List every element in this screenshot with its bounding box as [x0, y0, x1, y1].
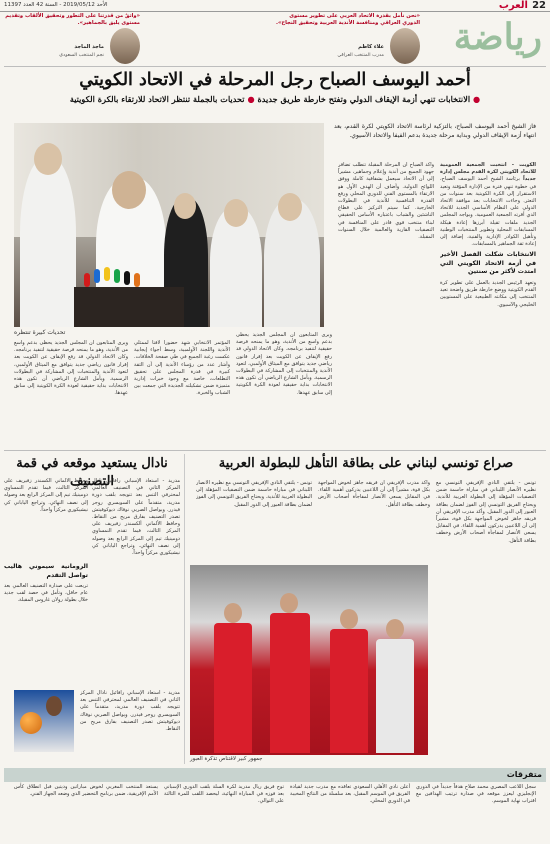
tennis-column-1 [92, 478, 180, 688]
lead-photo [14, 123, 324, 327]
tennis-photo [14, 690, 74, 752]
story-headline-tennis: نادال يستعيد موقعه في قمة التصنيف [16, 456, 168, 489]
column-body: وتعهد الرئيس الجديد بالعمل على تطوير كرة القدم الكويتية ووضع خارطة طريق واضحة تعيد المنتخب إلى مكانته الطبيعية على المستويين الخليجي والآسيوي. [440, 279, 536, 308]
column-body: تربعت على صدارة التصنيف العالمي بعد عام حافل، وتأمل في حصد لقب جديد خلال بطولة رولان غاروس المقبلة. [4, 583, 88, 604]
page-number: 22 [532, 0, 546, 11]
column-body: تونس - يلتقي النادي الإفريقي التونسي مع نظيره الأنصار اللبناني في مباراة حاسمة ضمن التصفيات المؤهلة إلى البطولة العربية للأندية. ويحتاج الفريق التونسي إلى الفوز لضمان بطاقة العبور إلى الدور المقبل. [436, 480, 536, 515]
dateline: الأحد 2019/05/12 - السنة 42 العدد 11397 [4, 2, 108, 8]
main-subheadline: ● الانتخابات تنهي أزمة الإيقاف الدولي وتفتح خارطة طريق جديدة ● تحديات بالجملة تنتظر الاتحاد للارتقاء بالكرة الكويتية [69, 94, 481, 104]
column-divider [184, 454, 185, 764]
divider [4, 450, 546, 451]
football-column-1 [436, 480, 536, 762]
section-title: رياضة [453, 16, 542, 58]
article-column-2 [338, 162, 434, 444]
tennis-column-2 [4, 478, 88, 558]
lead-intro: فاز الشيخ أحمد اليوسف الصباح، بالتزكية لرئاسة الاتحاد الكويتي لكرة القدم، بعد انتهاء أزمة الإيقاف الدولي وبداية مرحلة جديدة بدعم الفيفا والاتحاد الآسيوي. [334, 123, 536, 139]
teaser-quote-1 [270, 13, 420, 65]
football-column-3 [196, 480, 312, 560]
column-body: وأكد مدرب الإفريقي أن فريقه جاهز لخوض المواجهة بكل قوة، مشيراً إلى أن اللاعبين يدركون أهمية اللقاء. في المقابل يسعى الأنصار لمفاجأة أصحاب الأرض وخطف بطاقة التأهل. [318, 480, 430, 508]
column-body: تونس - يلتقي النادي الإفريقي التونسي مع نظيره الأنصار اللبناني في مباراة حاسمة ضمن التصفيات المؤهلة إلى البطولة العربية للأندية. ويحتاج الفريق التونسي إلى الفوز لضمان بطاقة العبور إلى الدور المقبل. [196, 480, 312, 508]
misc-section-bar [4, 768, 546, 782]
column-body: مدريد - استعاد الإسباني رافائيل نادال المركز الثاني في التصنيف العالمي لمحترفي التنس بعد تتويجه بلقب دورة مدريد، متقدماً على السويسري روجر فيدرر. ويواصل الصربي نوفاك ديوكوفيتش تصدر التصنيف بفارق مريح من النقاط. [80, 690, 180, 733]
divider [4, 66, 546, 67]
teaser-role: نجم المنتخب السعودي [59, 53, 104, 58]
article-column-3 [236, 332, 332, 444]
column-subheading: الرومانية سيموني هاليب تواصل التقدم [4, 563, 88, 579]
column-body: برئاسة الشيخ أحمد اليوسف الصباح، في خطوة تنهي فترة من الإدارة المؤقتة وتعيد الاستقرار إلى الكرة الكويتية بعد سنوات من التعثر. وجاءت الانتخابات بعد موافقة الاتحاد الدولي على النظام الأساسي الجديد للاتحاد الذي أقرته الجمعية العمومية. ويواجه المجلس الجديد ملفات ثقيلة أبرزها إعادة هيكلة المسابقات المحلية وتطوير المنتخبات الوطنية وتأهيل الكوادر الإدارية والفنية، إضافة إلى إعادة ثقة الجماهير بالمسابقات. [440, 176, 536, 248]
main-headline: أحمد اليوسف الصباح رجل المرحلة في الاتحاد الكويتي [79, 70, 471, 90]
column-body: وأكد الصباح أن المرحلة المقبلة تتطلب تضافر جهود الجميع من أندية وإعلام وجماهير، مشيراً إلى أن الاتحاد سيعمل بشفافية كاملة ووفق اللوائح الدولية. وأضاف أن الهدف الأول هو الارتقاء بالمستوى الفني للدوري المحلي ورفع القدرة التنافسية للأندية في البطولات الخارجية. كما سيتم التركيز على قطاع الناشئين والشباب باعتباره الأساس الحقيقي لبناء منتخب قوي قادر على المنافسة في التصفيات القارية والعالمية خلال السنوات المقبلة. [338, 162, 434, 241]
column-body: وحافظ الألماني ألكسندر زفيريف على المركز الثالث، فيما تقدم النمساوي دومينيك تيم إلى المركز الرابع بعد وصوله إلى نصف النهائي. وتراجع الياباني كي نيشيكوري مركزاً واحداً. [4, 478, 88, 513]
column-subheading: الانتخابات شكلت الفصل الأخير في أزمة الاتحاد الكويتي التي امتدت لأكثر من سنتين [440, 251, 536, 276]
avatar [390, 28, 420, 64]
teaser-quote-text: «واثقٌ من قدرتنا على التطور وتحقيق الألقاب وتقديم مستوى يليق بالجماهير». [5, 13, 140, 26]
teaser-name: علاء كاظم [358, 44, 384, 50]
misc-column-3: توج فريق ريال مدريد لكرة السلة بلقب الدوري الإسباني بعد فوزه في المباراة النهائية، ليحصد اللقب للمرة الثالثة على التوالي. [164, 784, 284, 804]
brand-logo: العرب [498, 0, 528, 11]
football-column-2 [318, 480, 430, 560]
tennis-column-4 [80, 690, 180, 762]
photo-caption: تحديات كبيرة تنتظره [14, 329, 66, 336]
football-photo [190, 565, 428, 755]
story-headline-football: صراع تونسي لبناني على بطاقة التأهل للبطولة العربية [218, 456, 514, 471]
masthead-bar [0, 0, 550, 12]
misc-column-1: سجل اللاعب المصري محمد صلاح هدفاً جديداً في الدوري الإنجليزي ليعزز موقعه في صدارة ترتيب الهدافين مع اقتراب نهاية الموسم. [416, 784, 536, 804]
avatar [110, 28, 140, 64]
misc-column-4: يستعد المنتخب المغربي لخوض مباراتين وديتين قبل انطلاق كأس الأمم الإفريقية، ضمن برنامج التحضير الذي وضعه الجهاز الفني. [14, 784, 158, 797]
teaser-name: ماجد الماجد [74, 44, 104, 50]
subheadline-part-2: تحديات بالجملة تنتظر الاتحاد للارتقاء بالكرة الكويتية [69, 94, 245, 104]
subheadline-part-1: الانتخابات تنهي أزمة الإيقاف الدولي وتفتح خارطة طريق جديدة [257, 94, 471, 104]
column-lead: الكويت - انتخبت الجمعية العمومية للاتحاد الكويتي لكرة القدم مجلس إدارة جديداً [440, 162, 536, 183]
article-column-5 [14, 340, 128, 444]
column-body: وأكد مدرب الإفريقي أن فريقه جاهز لخوض المواجهة بكل قوة، مشيراً إلى أن اللاعبين يدركون أهمية اللقاء. في المقابل يسعى الأنصار لمفاجأة أصحاب الأرض وخطف بطاقة التأهل. [436, 508, 536, 544]
misc-column-2: أعلن نادي الأهلي السعودي تعاقده مع مدرب جديد لقيادة الفريق في الموسم المقبل، بعد سلسلة من النتائج المخيبة في الدوري المحلي. [290, 784, 410, 804]
teaser-quote-text: «نحن نأمل بقدرة الاتحاد العربي على تطوير مستوى الدوري العراقي ومنافسة الأندية العربية وتحقيق النجاح». [276, 13, 420, 26]
column-body: المؤتمر الانتخابي شهد حضوراً لافتاً لممثلي الأندية واللجنة الأولمبية، وسط أجواء إيجابية عكست رغبة الجميع في طي صفحة الخلافات. وأشار عدد من رؤساء الأندية إلى أن الثقة كبيرة في قدرة المجلس على تحقيق التطلعات، خاصة مع وجود خبرات إدارية متميزة ضمن تشكيلته الجديدة التي جمعت بين الشباب والخبرة. [134, 340, 230, 397]
column-body: وحافظ الألماني ألكسندر زفيريف على المركز الثالث، فيما تقدم النمساوي دومينيك تيم إلى المركز الرابع بعد وصوله إلى نصف النهائي. وتراجع الياباني كي نيشيكوري مركزاً واحداً. [92, 521, 180, 557]
column-body: ويرى المتابعون أن المجلس الجديد يحظى بدعم واسع من الأندية، وهو ما يمنحه فرصة حقيقية لتنفيذ برنامجه. وكان الاتحاد الدولي قد رفع الإيقاف عن الكويت بعد إقرار قانون رياضي جديد يتوافق مع الميثاق الأولمبي، لتعود الأندية والمنتخبات إلى المشاركة في البطولات الرسمية. ويأمل الشارع الرياضي أن تكون هذه الانتخابات بداية حقيقية لعودة الكرة الكويتية إلى سابق عهدها. [14, 340, 128, 397]
tennis-column-3 [4, 560, 88, 686]
misc-section-label: متفرقات [506, 770, 542, 779]
article-column-4 [134, 340, 230, 444]
column-body: ويرى المتابعون أن المجلس الجديد يحظى بدعم واسع من الأندية، وهو ما يمنحه فرصة حقيقية لتنفيذ برنامجه. وكان الاتحاد الدولي قد رفع الإيقاف عن الكويت بعد إقرار قانون رياضي جديد يتوافق مع الميثاق الأولمبي، لتعود الأندية والمنتخبات إلى المشاركة في البطولات الرسمية. ويأمل الشارع الرياضي أن تكون هذه الانتخابات بداية حقيقية لعودة الكرة الكويتية إلى سابق عهدها. [236, 332, 332, 396]
column-body: مدريد - استعاد الإسباني رافائيل نادال المركز الثاني في التصنيف العالمي لمحترفي التنس بعد تتويجه بلقب دورة مدريد، متقدماً على السويسري روجر فيدرر. ويواصل الصربي نوفاك ديوكوفيتش تصدر التصنيف بفارق مريح من النقاط. [92, 478, 180, 521]
teaser-quote-2 [4, 13, 140, 65]
teaser-role: مدرب المنتخب العراقي [337, 53, 384, 58]
photo-caption: جمهور كبير لاقتناص تذكرة العبور [190, 756, 263, 762]
article-column-1 [440, 162, 536, 444]
